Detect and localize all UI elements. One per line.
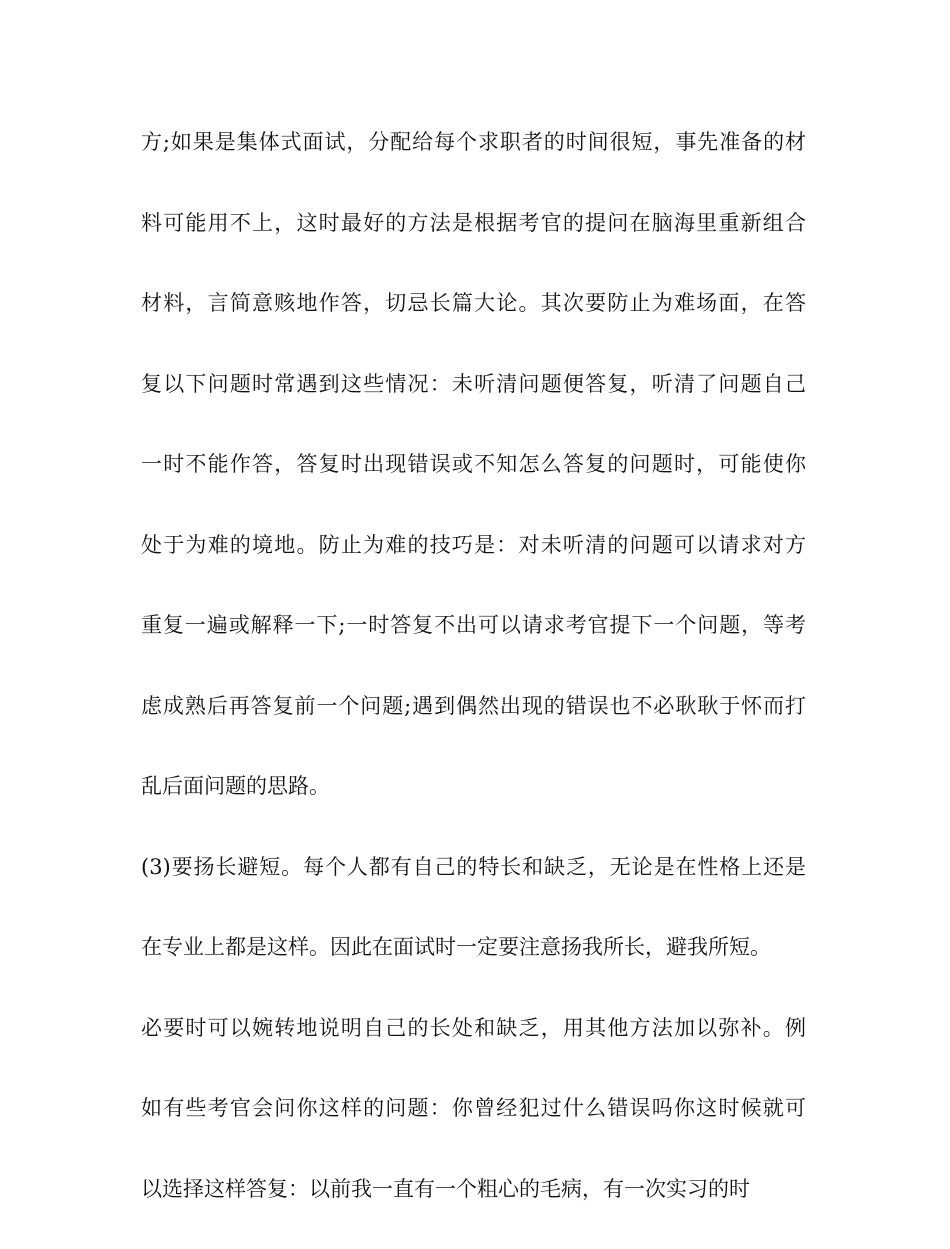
- text-line: 料可能用不上，这时最好的方法是根据考官的提问在脑海里重新组合: [141, 210, 806, 235]
- text-line: 以选择这样答复：以前我一直有一个粗心的毛病，有一次实习的时: [141, 1176, 750, 1201]
- text-line: 如有些考官会问你这样的问题：你曾经犯过什么错误吗你这时候就可: [141, 1096, 806, 1120]
- text-line: 处于为难的境地。防止为难的技巧是：对未听清的问题可以请求对方: [141, 532, 806, 557]
- text-line: 重复一遍或解释一下;一时答复不出可以请求考官提下一个问题，等考: [141, 613, 806, 637]
- text-line: (3)要扬长避短。每个人都有自己的特长和缺乏，无论是在性格上还是: [141, 854, 806, 879]
- text-line: 材料，言简意赅地作答，切忌长篇大论。其次要防止为难场面，在答: [141, 291, 806, 315]
- text-line: 乱后面问题的思路。: [141, 774, 330, 798]
- text-line: 一时不能作答，答复时出现错误或不知怎么答复的问题时，可能使你: [141, 452, 806, 476]
- text-line: 复以下问题时常遇到这些情况：未听清问题便答复，听清了问题自己: [141, 371, 806, 396]
- text-line: 在专业上都是这样。因此在面试时一定要注意扬我所长，避我所短。: [141, 935, 771, 959]
- text-line: 必要时可以婉转地说明自己的长处和缺乏，用其他方法加以弥补。例: [141, 1015, 806, 1040]
- body-text: [141, 122, 806, 1249]
- text-line: 方;如果是集体式面试，分配给每个求职者的时间很短，事先准备的材: [141, 130, 806, 154]
- text-line: 虑成熟后再答复前一个问题;遇到偶然出现的错误也不必耿耿于怀而打: [141, 693, 806, 718]
